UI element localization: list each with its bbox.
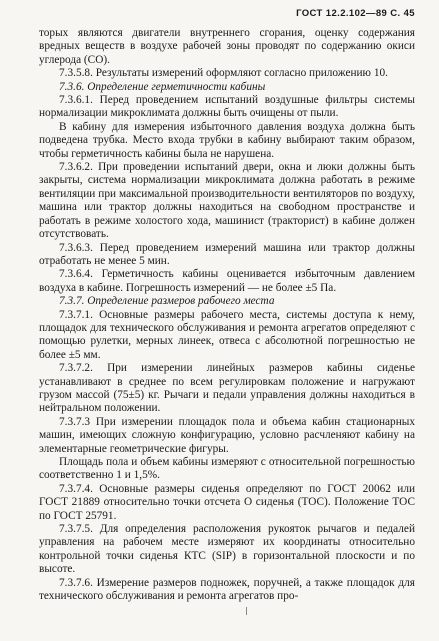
paragraph: 7.3.7.6. Измерение размеров подножек, поручней, а также площадок для технического обслуживания и ремонта агрегатов про- — [39, 576, 415, 603]
paragraph: 7.3.7.1. Основные размеры рабочего места, системы доступа к нему, площадок для технического обслуживания и ремонта агрегатов определяют с помощью рулетки, мерных линеек, отвеса с абсолютной погрешностью не более ±5 мм. — [39, 308, 415, 361]
paragraph: 7.3.7.5. Для определения расположения рукояток рычагов и педалей управления на рабочем месте измеряют их координаты относительно контрольной точки сиденья КТС (SIP) в горизонтальной плоскости и по высоте. — [39, 523, 415, 576]
running-header: ГОСТ 12.2.102—89 С. 45 — [296, 8, 415, 19]
paragraph: В кабину для измерения избыточного давления воздуха должна быть подведена трубка. Место входа трубки в кабину выбирают таким образом, чтобы герметичность кабины была не нарушена. — [39, 120, 415, 160]
scan-mark — [246, 607, 247, 615]
paragraph: 7.3.7.2. При измерении линейных размеров кабины сиденье устанавливают в среднее по всем регулировкам положение и нагружают грузом массой (75±5) кг. Рычаги и педали управления должны находиться в нейтральном положении. — [39, 362, 415, 415]
paragraph: 7.3.6.1. Перед проведением испытаний воздушные фильтры системы нормализации микроклимата должны быть очищены от пыли. — [39, 94, 415, 120]
section-heading: 7.3.7. Определение размеров рабочего места — [59, 295, 275, 308]
paragraph: 7.3.7.3 При измерении площадок пола и объема кабин стационарных машин, имеющих сложную конфигурацию, условно расчленяют кабину на элементарные геометрические фигуры. — [39, 415, 415, 455]
paragraph: торых являются двигатели внутреннего сгорания, оценку содержания вредных веществ в воздухе рабочей зоны проводят по содержанию окиси углерода (СО). — [39, 27, 415, 66]
paragraph: Площадь пола и объем кабины измеряют с относительной погрешностью соответственно 1 и 1,5%. — [39, 456, 415, 482]
paragraph: 7.3.7.4. Основные размеры сиденья определяют по ГОСТ 20062 или ГОСТ 21889 относительно точки отсчета О сиденья (ТОС). Положение ТОС по ГОСТ 25791. — [39, 482, 415, 522]
paragraph: 7.3.6.4. Герметичность кабины оценивается избыточным давлением воздуха в кабине. Погрешность измерений — не более ±5 Па. — [39, 268, 415, 294]
paragraph: 7.3.6.2. При проведении испытаний двери, окна и люки должны быть закрыты, система нормализации микроклимата должна работать в режиме вентиляции при максимальной производительности вентиляторов по воздуху, машина или трактор должны находиться на свободном пространстве и работать в режиме холостого хода, машинист (тракторист) в кабине должен отсутствовать. — [39, 161, 415, 241]
section-heading: 7.3.6. Определение герметичности кабины — [59, 80, 266, 93]
paragraph: 7.3.5.8. Результаты измерений оформляют согласно приложению 10. — [59, 67, 388, 80]
paragraph: 7.3.6.3. Перед проведением измерений машина или трактор должны отработать не менее 5 мин. — [39, 241, 415, 267]
document-body — [39, 27, 415, 603]
